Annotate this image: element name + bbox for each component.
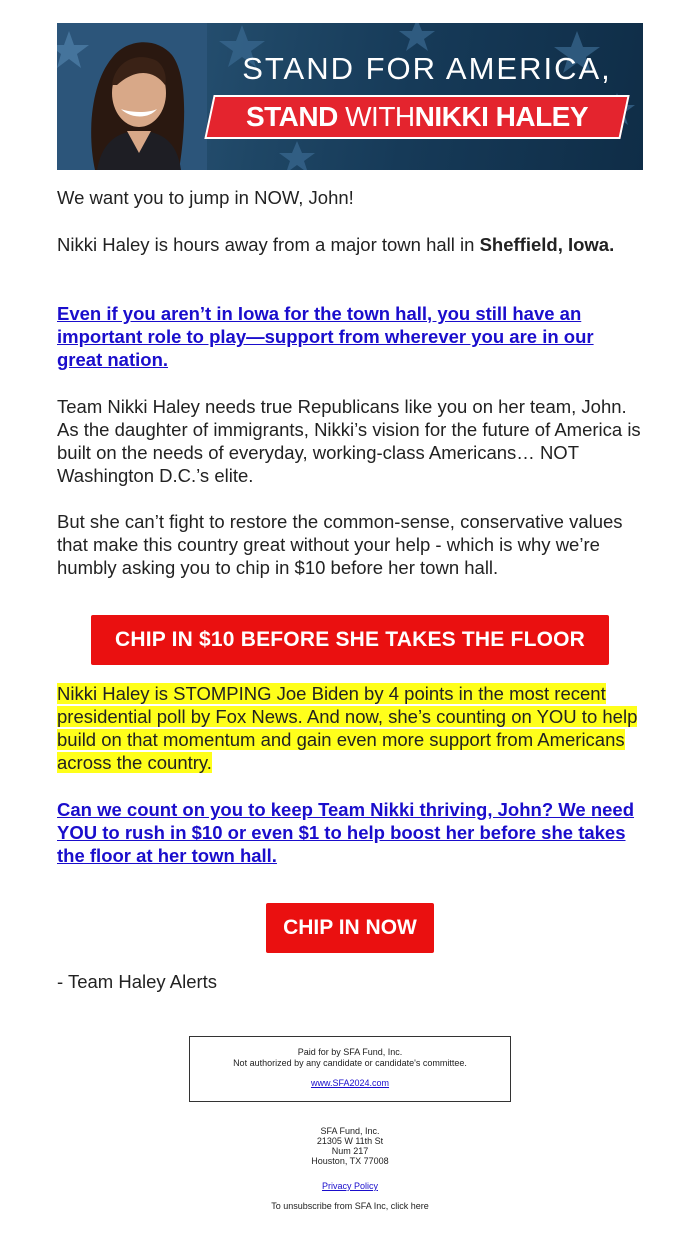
banner-subheadline: [209, 97, 625, 137]
ask-paragraph: But she can’t fight to restore the common-sense, conservative values that make this country great without your help - which is why we’re humbly asking you to chip in $10 before her town hall.: [57, 511, 623, 578]
email-header: [57, 23, 643, 170]
privacy-policy-link[interactable]: Privacy Policy: [321, 1181, 378, 1191]
support-paragraph: [57, 302, 643, 371]
unsubscribe-text[interactable]: To unsubscribe from SFA Inc, click here: [271, 1201, 429, 1211]
rush-link[interactable]: Can we count on you to keep Team Nikki thriving, John? We need YOU to rush in $10 or even $1 to help boost her before she takes the floor at her town hall.: [57, 799, 635, 866]
mailing-address: [0, 1126, 700, 1166]
header-banner: [57, 23, 643, 170]
address-line-4: Houston, TX 77008: [311, 1156, 389, 1166]
poll-highlight: Nikki Haley is STOMPING Joe Biden by 4 points in the most recent presidential poll by Fox News. And now, she’s counting on YOU to help build on that momentum and gain even more support from Americans across the country.: [57, 683, 638, 773]
site-link[interactable]: www.SFA2024.com: [310, 1078, 390, 1088]
address-line-1: SFA Fund, Inc.: [320, 1126, 380, 1136]
signoff: - Team Haley Alerts: [57, 971, 218, 992]
chip-in-10-button[interactable]: CHIP IN $10 BEFORE SHE TAKES THE FLOOR: [91, 615, 609, 665]
rush-paragraph: [57, 798, 647, 867]
address-line-3: Num 217: [331, 1146, 369, 1156]
town-hall-paragraph: [57, 233, 643, 256]
banner-headline: STAND FOR AMERICA,: [242, 51, 612, 86]
not-authorized-text: Not authorized by any candidate or candidate's committee.: [233, 1058, 467, 1068]
banner-candidate-name: NIKKI HALEY: [414, 101, 589, 132]
town-hall-location: Sheffield, Iowa.: [479, 234, 615, 255]
chip-in-now-button[interactable]: CHIP IN NOW: [266, 903, 434, 953]
candidate-portrait: [57, 23, 207, 170]
address-line-2: 21305 W 11th St: [316, 1136, 384, 1146]
poll-paragraph: [57, 682, 647, 774]
paid-for-disclaimer: [189, 1036, 511, 1102]
paid-for-text: Paid for by SFA Fund, Inc.: [297, 1047, 403, 1057]
support-link[interactable]: Even if you aren’t in Iowa for the town hall, you still have an important role to play—support from wherever you are in our great nation.: [57, 303, 594, 370]
vision-paragraph: Team Nikki Haley needs true Republicans like you on her team, John. As the daughter of immigrants, Nikki’s vision for the future of America is built on the needs of everyday, working-class Americans… NOT Washington D.C.’s elite.: [57, 396, 641, 486]
banner-word-with: WITH: [345, 101, 415, 132]
privacy-row: [0, 1181, 700, 1191]
greeting: We want you to jump in NOW, John!: [57, 187, 354, 208]
banner-word-stand: STAND: [245, 101, 338, 132]
town-hall-text: Nikki Haley is hours away from a major town hall in: [57, 234, 480, 255]
